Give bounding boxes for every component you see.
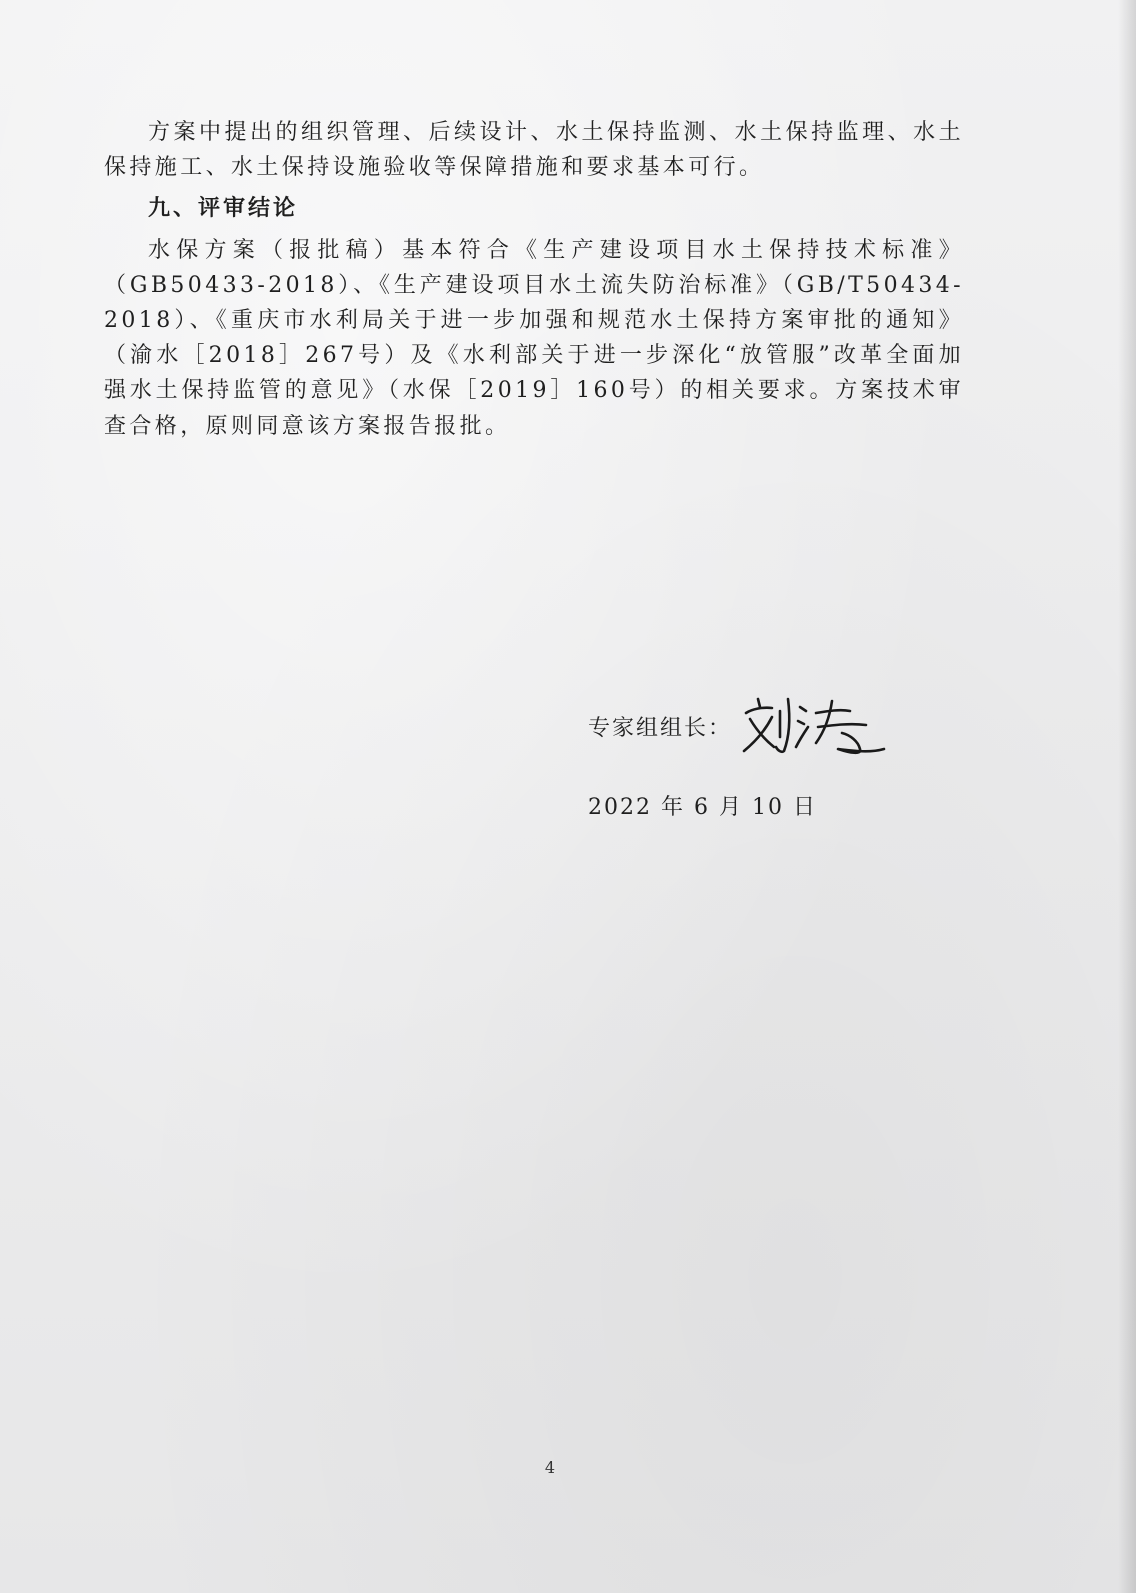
section-heading-review-conclusion: 九、评审结论 <box>148 196 299 222</box>
paragraph-review-conclusion: 水保方案（报批稿）基本符合《生产建设项目水土保持技术标准》（GB50433-2018）、《生产建设项目水土流失防治标准》（GB/T50434-2018）、《重庆市水利局关于进一步加强和规范水土保持方案审批的通知》（渝水［2018］267号）及《水利部关于进一步深化“放管服”改革全面加强水土保持监管的意见》（水保［2019］160号）的相关要求。方案技术审查合格，原则同意该方案报告报批。 <box>104 237 964 439</box>
page-number: 4 <box>544 1458 556 1477</box>
paragraph-safeguard-measures: 方案中提出的组织管理、后续设计、水土保持监测、水土保持监理、水土保持施工、水土保持设施验收等保障措施和要求基本可行。 <box>104 120 964 181</box>
handwritten-signature-icon <box>738 691 888 761</box>
signature-block <box>588 696 888 756</box>
signature-label: 专家组组长： <box>588 715 733 741</box>
document-date: 2022 年 6 月 10 日 <box>588 795 817 820</box>
document-body <box>104 115 964 450</box>
paper-edge-shadow <box>1118 0 1136 1593</box>
